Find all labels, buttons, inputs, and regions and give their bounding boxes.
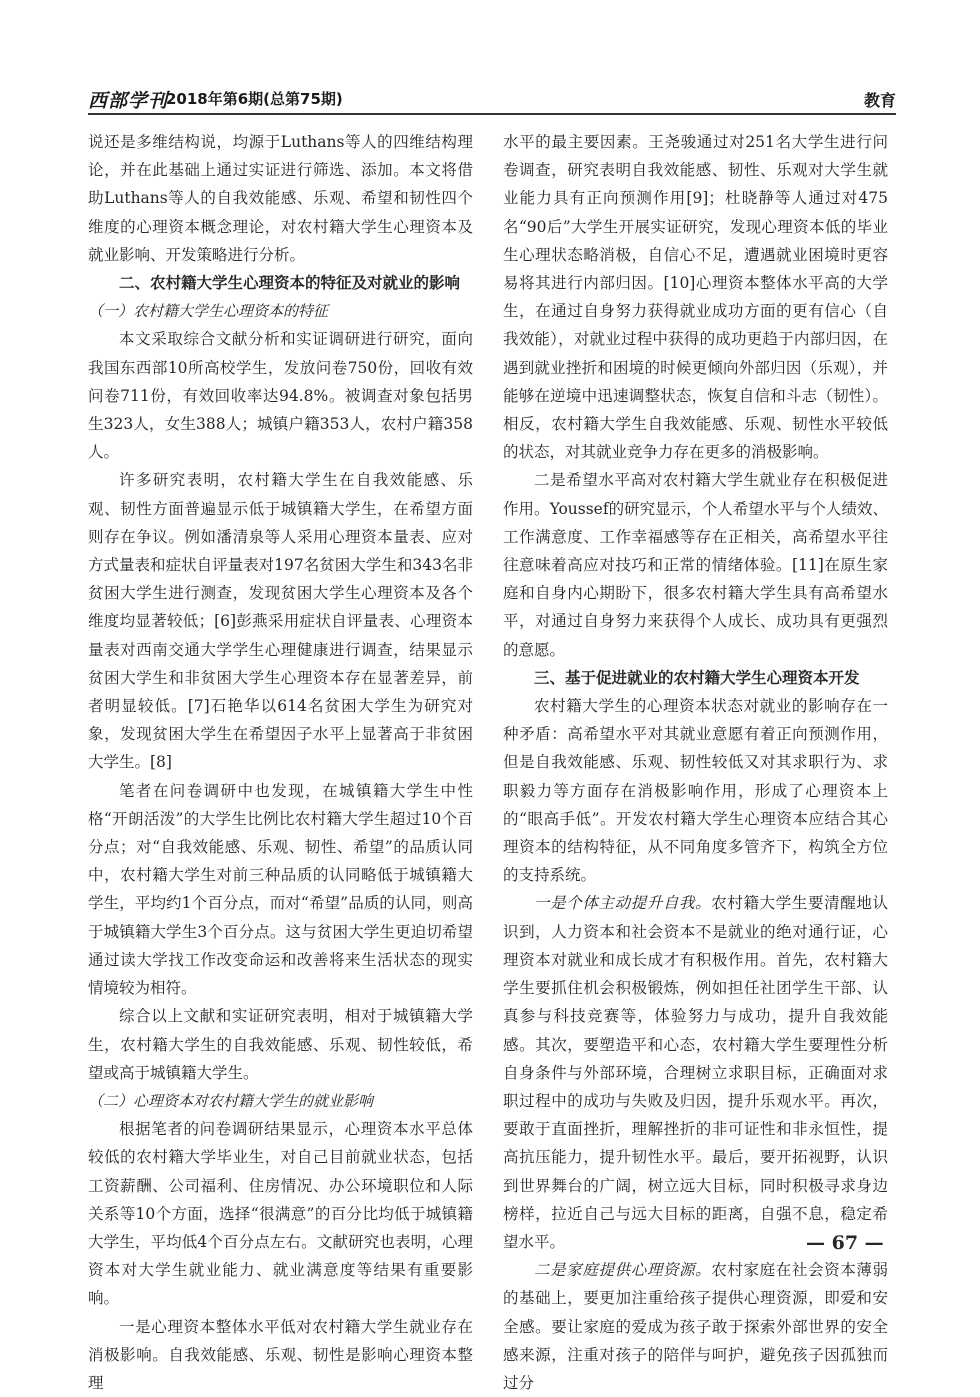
paragraph: 农村籍大学生的心理资本状态对就业的影响存在一种矛盾：高希望水平对其就业意愿有着正向预测作用，但是自我效能感、乐观、韧性较低又对其求职行为、求职毅力等方面存在消极影响作用，形成了心理资本上的“眼高手低”。开发农村籍大学生心理资本应结合其心理资本的结构特征，从不同角度多管齐下，构筑全方位的支持系统。: [503, 697, 888, 885]
subsection-heading: （二）心理资本对农村籍大学生的就业影响: [88, 1091, 374, 1110]
paragraph: 二是希望水平高对农村籍大学生就业存在积极促进作用。Youssef的研究显示，个人希望水平与个人绩效、工作满意度、工作幸福感等存在正相关，高希望水平往往意味着高应对技巧和正常的情绪体验。[11]在原生家庭和自身内心期盼下，很多农村籍大学生具有高希望水平，对通过自身努力来获得个人成长、成功具有更强烈的意愿。: [503, 471, 888, 659]
paragraph: 本文采取综合文献分析和实证调研进行研究，面向我国东西部10所高校学生，发放问卷750份，回收有效问卷711份，有效回收率达94.8%。被调查对象包括男生323人，女生388人；城镇户籍353人，农村户籍358人。: [88, 330, 473, 462]
paragraph: 说还是多维结构说，均源于Luthans等人的四维结构理论，并在此基础上通过实证进行筛选、添加。本文将借助Luthans等人的自我效能感、乐观、希望和韧性四个维度的心理资本概念理论，对农村籍大学生心理资本及就业影响、开发策略进行分析。: [88, 133, 473, 264]
header-rule: [88, 113, 896, 115]
paragraph: 许多研究表明，农村籍大学生在自我效能感、乐观、韧性方面普遍显示低于城镇籍大学生，在希望方面则存在争议。例如潘清泉等人采用心理资本量表、应对方式量表和症状自评量表对197名贫困大学生和343名非贫困大学生进行测查，发现贫困大学生心理资本及各个维度均显著较低；[6]彭燕采用症状自评量表、心理资本量表对西南交通大学学生心理健康进行调查，结果显示贫困大学生和非贫困大学生心理资本存在显著差异，前者明显较低。[7]石艳华以614名贫困大学生为研究对象，发现贫困大学生在希望因子水平上显著高于非贫困大学生。[8]: [88, 471, 473, 772]
section-heading: 三、基于促进就业的农村籍大学生心理资本开发: [534, 668, 860, 687]
journal-logo: 西部学刊: [88, 90, 169, 112]
paragraph-body: 农村家庭在社会资本薄弱的基础上，要更加注重给孩子提供心理资源，即爱和安全感。要让家庭的爱成为孩子敢于探索外部世界的安全感来源，注重对孩子的陪伴与呵护，避免孩子因孤独而过分: [503, 1261, 888, 1392]
paragraph: 笔者在问卷调研中也发现，在城镇籍大学生中性格“开朗活泼”的大学生比例比农村籍大学生超过10个百分点；对“自我效能感、乐观、韧性、希望”的品质认同中，农村籍大学生对前三种品质的认同略低于城镇籍大学生，平均约1个百分点，而对“希望”品质的认同，则高于城镇籍大学生3个百分点。这与贫困大学生更迫切希望通过读大学找工作改变命运和改善将来生活状态的现实情境较为相符。: [88, 781, 473, 998]
page-header: [88, 80, 896, 114]
paragraph-lead: 二是家庭提供心理资源。: [534, 1261, 712, 1280]
subsection-heading: （一）农村籍大学生心理资本的特征: [88, 302, 329, 321]
journal-issue: 2018年第6期(总第75期): [166, 90, 343, 108]
paragraph: [503, 1256, 888, 1397]
section-tag: 教育: [863, 91, 896, 110]
paragraph: [503, 889, 888, 1256]
paragraph-lead: 一是个体主动提升自我。: [534, 894, 712, 913]
paragraph: 水平的最主要因素。王尧骏通过对251名大学生进行问卷调查，研究表明自我效能感、韧性、乐观对大学生就业能力具有正向预测作用[9]；杜晓静等人通过对475名“90后”大学生开展实证研究，发现心理资本低的毕业生心理状态略消极，自信心不足，遭遇就业困境时更容易将其进行内部归因。[10]心理资本整体水平高的大学生，在通过自身努力获得就业成功方面的更有信心（自我效能），对就业过程中获得的成功更趋于内部归因，在遇到就业挫折和困境的时候更倾向外部归因（乐观），并能够在逆境中迅速调整状态，恢复自信和斗志（韧性）。相反，农村籍大学生自我效能感、乐观、韧性水平较低的状态，对其就业竞争力存在更多的消极影响。: [503, 133, 888, 462]
paragraph: 根据笔者的问卷调研结果显示，心理资本水平总体较低的农村籍大学毕业生，对自己目前就业状态，包括工资薪酬、公司福利、住房情况、办公环境职位和人际关系等10个方面，选择“很满意”的百分比均低于城镇籍大学生，平均低4个百分点左右。文献研究也表明，心理资本对大学生就业能力、就业满意度等结果有重要影响。: [88, 1120, 473, 1308]
paragraph-body: 农村籍大学生要清醒地认识到，人力资本和社会资本不是就业的绝对通行证，心理资本对就业和成长成才有积极作用。首先，农村籍大学生要抓住机会积极锻炼，例如担任社团学生干部、认真参与科技竞赛等，体验努力与成功，提升自我效能感。其次，要塑造平和心态，农村籍大学生要理性分析自身条件与外部环境，合理树立求职目标，正确面对求职过程中的成功与失败及归因，提升乐观水平。再次，要敢于直面挫折，理解挫折的非可证性和非永恒性，提高抗压能力，提升韧性水平。最后，要开拓视野，认识到世界舞台的广阔，树立远大目标，同时积极寻求身边榜样，拉近自己与远大目标的距离，自强不息，稳定希望水平。: [503, 894, 888, 1251]
page-number: — 67 —: [806, 1232, 884, 1254]
left-column: [88, 128, 473, 1392]
section-heading: 二、农村籍大学生心理资本的特征及对就业的影响: [119, 274, 461, 293]
paragraph: 综合以上文献和实证研究表明，相对于城镇籍大学生，农村籍大学生的自我效能感、乐观、韧性较低，希望或高于城镇籍大学生。: [88, 1007, 473, 1082]
paragraph: 一是心理资本整体水平低对农村籍大学生就业存在消极影响。自我效能感、乐观、韧性是影响心理资本整理: [88, 1317, 473, 1392]
